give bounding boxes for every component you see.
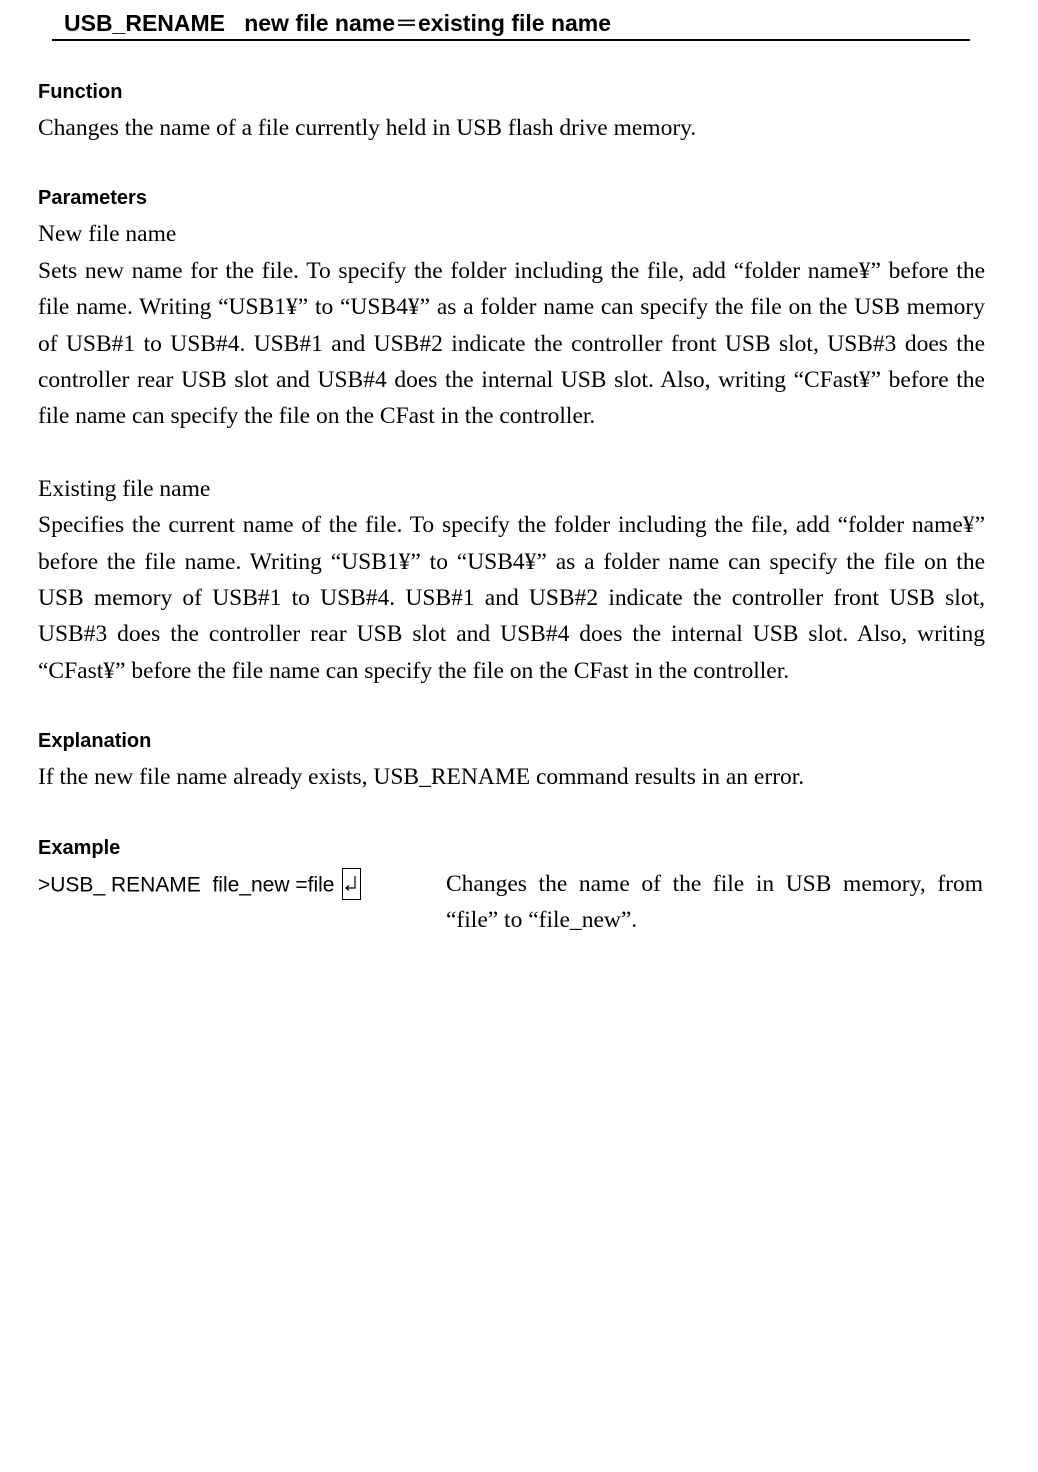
- explanation-heading: Explanation: [38, 730, 152, 753]
- function-section: [38, 78, 985, 146]
- page-header: [52, 0, 970, 41]
- enter-key-icon: [342, 868, 361, 900]
- example-command-text: >USB_ RENAME file_new =file: [38, 873, 335, 897]
- explanation-text: If the new file name already exists, USB_RENAME command results in an error.: [38, 764, 805, 791]
- example-command: [38, 870, 361, 902]
- explanation-section: [38, 727, 985, 795]
- function-heading: Function: [38, 81, 123, 103]
- example-description: Changes the name of the file in USB memory, from “file” to “file_new”.: [446, 870, 983, 934]
- paragraph-gap: [38, 435, 985, 471]
- existing-file-name-description: Specifies the current name of the file. To specify the folder including the file, add “folder name¥” before the file name. Writing “USB1¥” to “USB4¥” as a folder name can specify the file on the USB memory of USB#1 to USB#4. USB#1 and USB#2 indicate the controller front USB slot, USB#3 does the controller rear USB slot and USB#4 does the internal USB slot. Also, writing “CFast¥” before the file name can specify the file on the CFast in the controller.: [38, 512, 985, 684]
- example-heading: Example: [38, 836, 121, 859]
- new-file-name-description: Sets new name for the file. To specify the folder including the file, add “folder name¥” before the file name. Writing “USB1¥” to “USB4¥” as a folder name can specify the file on the USB memory of USB#1 to USB#4. USB#1 and USB#2 indicate the controller front USB slot, USB#3 does the controller rear USB slot and USB#4 does the internal USB slot. Also, writing “CFast¥” before the file name can specify the file on the CFast in the controller.: [38, 257, 985, 430]
- existing-file-name-label: Existing file name: [38, 475, 211, 502]
- new-file-name-label: New file name: [38, 221, 177, 248]
- parameters-heading: Parameters: [38, 187, 147, 210]
- function-text: Changes the name of a file currently held in USB flash drive memory.: [38, 115, 697, 141]
- command-syntax-title: USB_RENAME new file name＝existing file name: [64, 10, 612, 36]
- document-body: [38, 78, 985, 984]
- example-section: [38, 834, 985, 946]
- example-row: [38, 866, 985, 946]
- parameters-section: [38, 184, 985, 689]
